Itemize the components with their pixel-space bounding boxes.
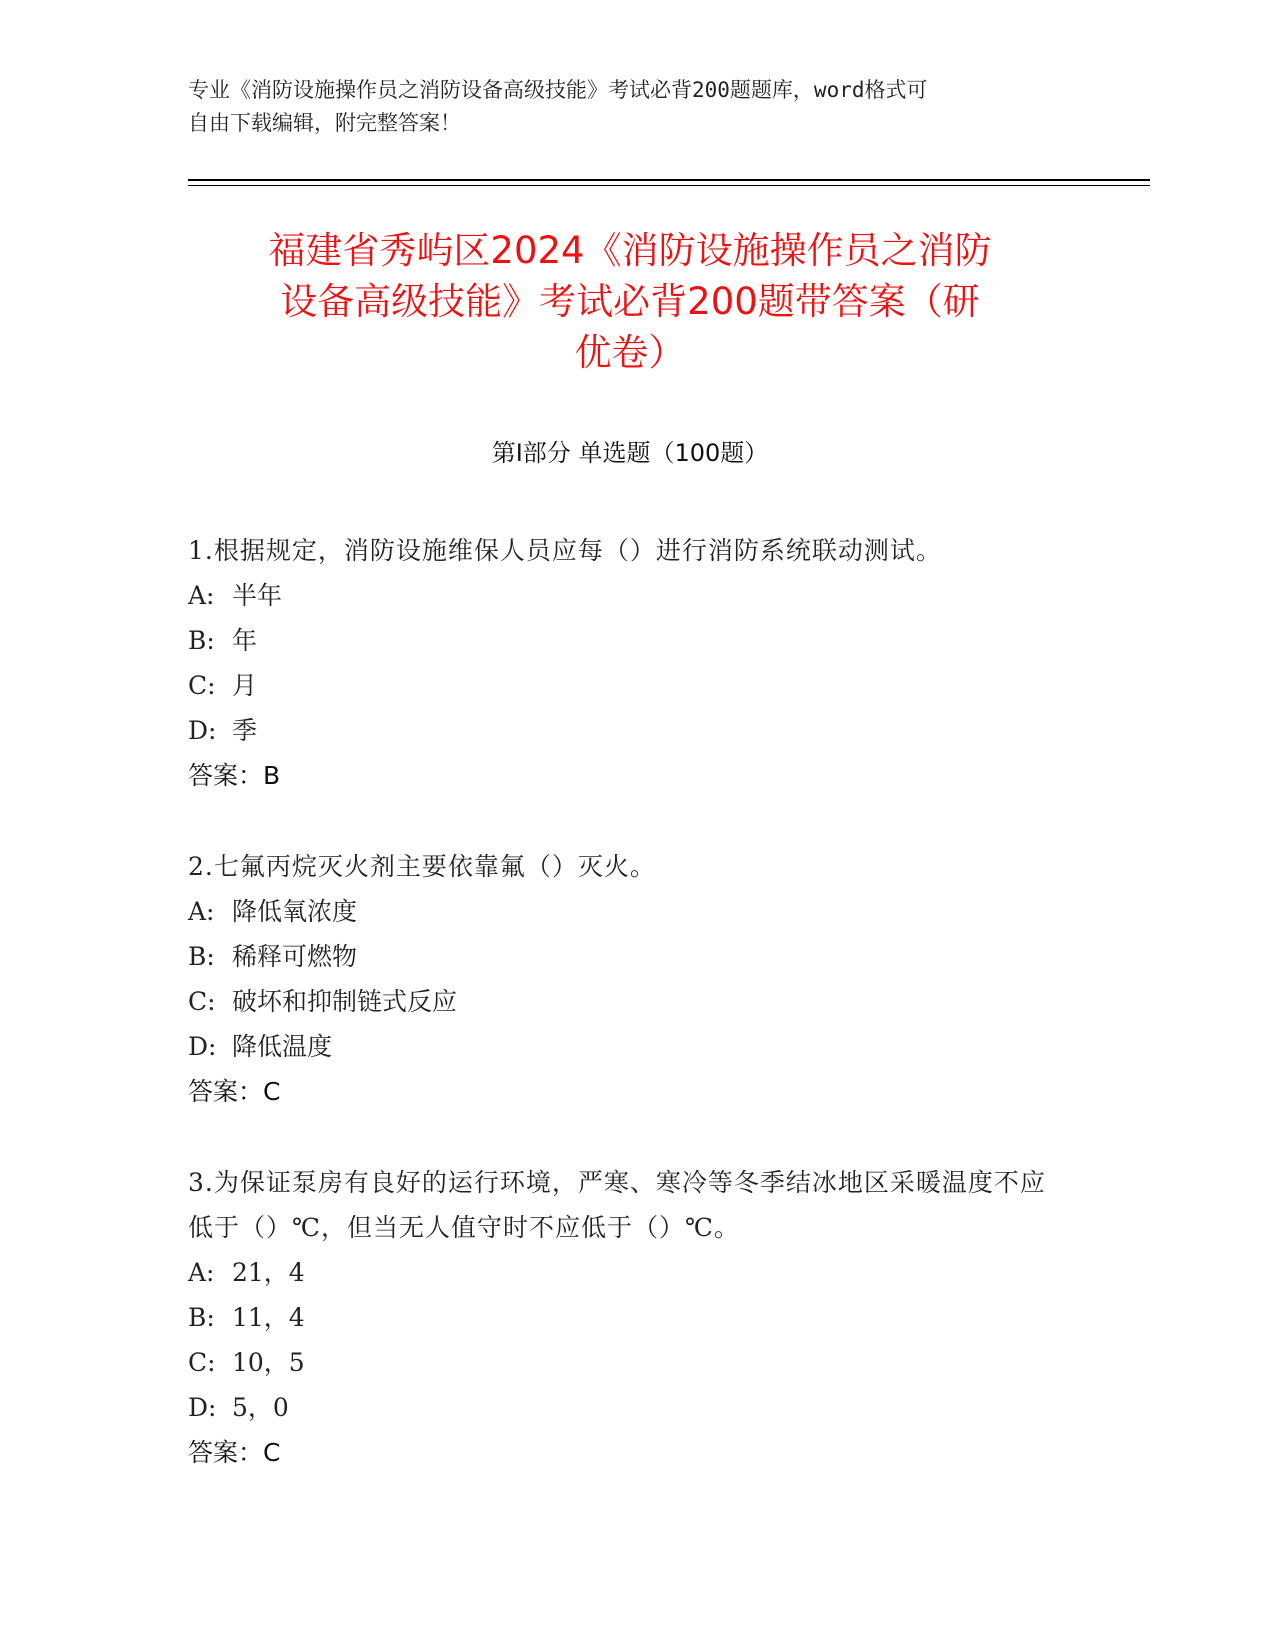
section-heading: 第Ⅰ部分 单选题（100题） (491, 439, 769, 467)
option-text: 破坏和抑制链式反应 (232, 987, 458, 1016)
header-divider-thin (188, 185, 1150, 186)
option-text: 5，0 (232, 1393, 289, 1422)
answer-line: 答案：C (188, 1438, 281, 1467)
question-1 (188, 528, 1068, 798)
option-letter: B: (188, 942, 215, 971)
option-text: 月 (232, 671, 258, 700)
option-letter: D: (188, 1393, 217, 1422)
question-stem: 1.根据规定，消防设施维保人员应每（）进行消防系统联动测试。 (188, 536, 942, 565)
option-text: 稀释可燃物 (232, 942, 358, 971)
option-text: 季 (232, 716, 258, 745)
option-c (188, 979, 1068, 1024)
option-text: 半年 (232, 581, 283, 610)
option-b (188, 934, 1068, 979)
option-letter: C: (188, 987, 216, 1016)
question-list (188, 528, 1068, 1521)
option-c (188, 1340, 1068, 1385)
answer-line: 答案：B (188, 761, 281, 790)
option-a (188, 889, 1068, 934)
header-divider-thick (188, 179, 1150, 181)
document-title-line-2: 设备高级技能》考试必背200题带答案（研 (280, 280, 980, 323)
option-text: 11，4 (232, 1303, 305, 1332)
option-letter: A: (188, 581, 215, 610)
question-stem: 3.为保证泵房有良好的运行环境，严寒、寒冷等冬季结冰地区采暖温度不应低于（）℃，但当无人值守时不应低于（）℃。 (188, 1168, 1046, 1242)
option-text: 降低氧浓度 (232, 897, 358, 926)
answer-line: 答案：C (188, 1077, 281, 1106)
option-d (188, 1385, 1068, 1430)
option-b (188, 618, 1068, 663)
option-c (188, 663, 1068, 708)
question-stem: 2.七氟丙烷灭火剂主要依靠氟（）灭火。 (188, 852, 656, 881)
option-letter: D: (188, 1032, 217, 1061)
option-letter: C: (188, 671, 216, 700)
header-note-line-1: 专业《消防设施操作员之消防设备高级技能》考试必背200题题库，word格式可 (188, 78, 928, 102)
option-text: 10，5 (232, 1348, 305, 1377)
option-letter: D: (188, 716, 217, 745)
option-a (188, 1250, 1068, 1295)
option-b (188, 1295, 1068, 1340)
option-d (188, 1024, 1068, 1069)
option-letter: B: (188, 626, 215, 655)
document-title-line-3: 优卷） (574, 331, 686, 374)
option-a (188, 573, 1068, 618)
option-letter: C: (188, 1348, 216, 1377)
option-letter: A: (188, 1258, 215, 1287)
header-note (188, 74, 1088, 140)
option-letter: B: (188, 1303, 215, 1332)
option-text: 21，4 (232, 1258, 305, 1287)
question-3 (188, 1160, 1068, 1475)
option-text: 年 (232, 626, 258, 655)
document-title-line-1: 福建省秀屿区2024《消防设施操作员之消防 (268, 229, 992, 272)
option-text: 降低温度 (232, 1032, 333, 1061)
option-d (188, 708, 1068, 753)
document-title (190, 225, 1070, 378)
header-note-line-2: 自由下载编辑，附完整答案！ (188, 111, 461, 135)
question-2 (188, 844, 1068, 1114)
option-letter: A: (188, 897, 215, 926)
